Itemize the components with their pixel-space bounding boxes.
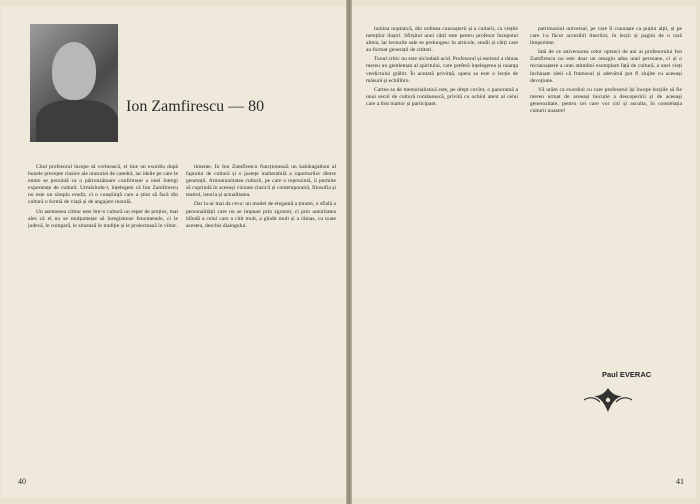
paragraph: Cartea sa de memorialistică este, pe drept cuvînt, o panoramă a unui secol de cultură românească, privită cu ochiul atent al celui care a fost martor și participant.: [366, 86, 518, 107]
author-portrait-photo: [30, 24, 118, 142]
decorative-ornament-icon: [578, 386, 638, 414]
left-column-2: [186, 164, 336, 464]
page-number-left: 40: [18, 477, 26, 486]
paragraph: timente. În Ion Zamfirescu funcționează un kalokagathon al faptului de cultură și o justețe inalterabilă a raporturilor dintre generații. Armoniozitatea culturii, pe care o reprezintă, îi permite să cuprindă în aceeași viziune clasicii și contemporanii, filosofia și teatrul, istoria și actualitatea.: [186, 164, 336, 199]
paragraph: Dar la-ar mai da ceva: un model de elegantă a ținutei, o sfială a personalității care nu se impune prin zgomot, ci prin autoritatea blîndă a celui care a citit mult, a gîndit mult și a rămas, cu toate acestea, deschis dialogului.: [186, 201, 336, 229]
article-title: Ion Zamfirescu — 80: [126, 98, 265, 115]
paragraph: patrimoniul universal, pe care îl cunoaște ca puțini alții, și pe care l-a făcut accesibil tinerilor, în lecții și pagini de o rară limpezime.: [530, 26, 682, 47]
paragraph: Un asemenea cititor este într-o cultură un reper de prețios, mai ales că el nu se mulțumește să înregistreze fenomenele, ci le judecă, le compară, le situează în tradiție și le proiectează în viitor.: [28, 208, 178, 229]
paragraph: Iată de ce aniversarea celor optzeci de ani ai profesorului Ion Zamfirescu nu este doar un omagiu adus unei persoane, ci și o recunoaștere a unei atitudini exemplare față de cultură, a unei vieți închinate ideii că frumosul și adevărul pot fi slujite cu aceeași devoțiune.: [530, 49, 682, 84]
left-column-1: [28, 164, 178, 464]
author-signature: Paul EVERAC: [602, 370, 652, 379]
paragraph: Vă urăm ca exordiul cu care profesorul își începe lecțiile să fie mereu urmat de aceeași bucurie a descoperirii și de aceeași generozitate, pentru cei care vor citi și asculta, în constelația culturii noastre!: [530, 86, 682, 115]
portrait-body: [36, 100, 118, 142]
paragraph: Cînd profesorul începe să vorbească, el tine un exordiu după bunele precepte clasice ale oratoriei de catedră, iar ideile pe care le emite se prezintă ca o pătrunzătoare confirmare a unei întregi experiențe de cultură. Urmărindu-l, înțelegem că Ion Zamfirescu nu este un simplu erudit, ci o conștiință care a știut să facă din cultură o formă de viață și de angajare morală.: [28, 164, 178, 206]
portrait-face: [52, 42, 96, 100]
right-page: [352, 6, 696, 498]
page-number-right: 41: [676, 477, 684, 486]
right-column-1: [366, 26, 518, 474]
paragraph: lumina noptatică, din ordinea cunoașterii și a culturii, ca viețile nemților iluștri. Sfîrșitul unei cărți este pentru profesor începutul alteia, iar lecturile sale se prelungesc în articole, studii și cărți care au format generații de cititori.: [366, 26, 518, 54]
right-column-2: [530, 26, 682, 350]
left-page: [2, 6, 346, 498]
paragraph: Tonul critic nu este niciodată acid. Profesorul și eseistul a rămas mereu un gentleman al spiritului, care preferă înțelegerea și nuanța verdictului grăbit. În această privință, opera sa este o lecție de măsură și echilibru.: [366, 56, 518, 84]
